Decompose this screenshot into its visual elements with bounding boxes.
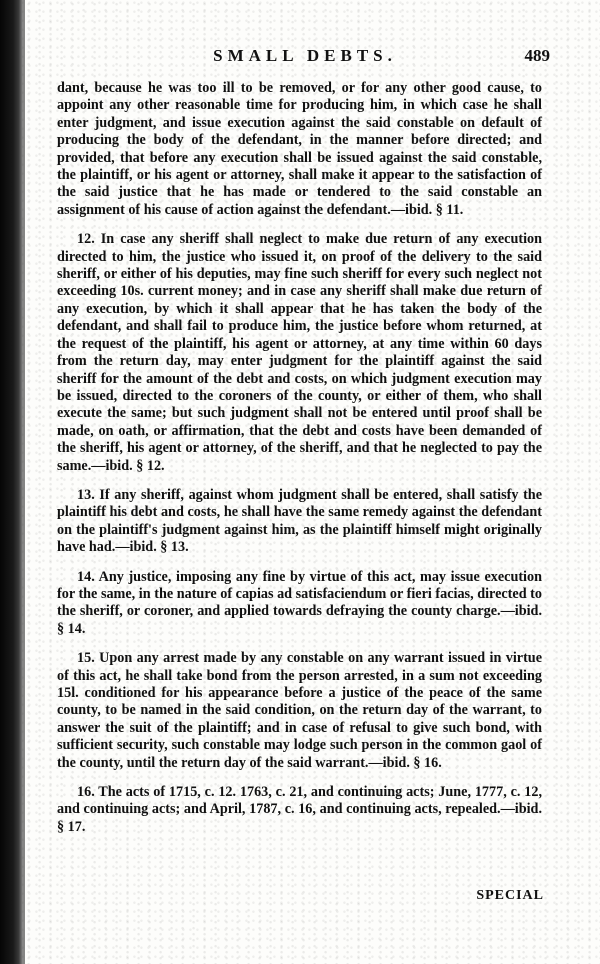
running-head: SMALL DEBTS. (213, 46, 397, 65)
paragraph-section-16: 16. The acts of 1715, c. 12. 1763, c. 21, and continuing acts; June, 1777, c. 12, and continuing acts; and April, 1787, c. 16, and continuing acts, repealed.—ibid. § 17. (57, 784, 542, 835)
binding-gutter (0, 0, 22, 964)
paragraph-section-13: 13. If any sheriff, against whom judgment shall be entered, shall satisfy the plaintiff his debt and costs, he shall have the same remedy against the defendant on the plaintiff's judgment against him, as the plaintiff himself might originally have had.—ibid. § 13. (57, 486, 542, 556)
page-number: 489 (524, 46, 550, 65)
paragraph-section-12: 12. In case any sheriff shall neglect to make due return of any execution directed to him, the justice who issued it, on proof of the delivery to the said sheriff, or either of his deputies, may fine such sheriff for every such neglect not exceeding 10s. current money; and in case any sheriff shall make due return of any execution, by which it shall appear that he has taken the body of the defendant, and shall fail to produce him, the justice before whom returned, at the request of the plaintiff, his agent or attorney, at any time within 60 days from the return day, may enter judgment for the plaintiff against the said sheriff for the amount of the debt and costs, on which judgment execution may be issued, directed to the coroners of the county, or either of them, who shall execute the same; but such judgment shall not be entered until proof shall be made, on oath, or affirmation, that the debt and costs have been demanded of the sheriff, his agent or attorney, of the sheriff, and that he neglected to pay the same.—ibid. § 12. (57, 231, 542, 474)
page-header (60, 46, 550, 70)
page-body (57, 80, 542, 848)
paragraph-section-15: 15. Upon any arrest made by any constable on any warrant issued in virtue of this act, he shall take bond from the person arrested, in a sum not exceeding 15l. conditioned for his appearance before a justice of the peace of the same county, to be named in the said condition, on the return day of the warrant, to answer the suit of the plaintiff; and in case of refusal to give such bond, with sufficient security, such constable may lodge such person in the common gaol of the county, until the return day of the said warrant.—ibid. § 16. (57, 650, 542, 771)
paragraph-continuation: dant, because he was too ill to be removed, or for any other good cause, to appoint any other reasonable time for producing him, in which case he shall enter judgment, and issue execution against the said constable on default of producing the body of the defendant, in the manner before directed; and provided, that before any execution shall be issued against the said constable, the plaintiff, or his agent or attorney, shall make it appear to the satisfaction of the said justice that he has made or tendered to the said constable an assignment of his cause of action against the defendant.—ibid. § 11. (57, 80, 542, 218)
paragraph-section-14: 14. Any justice, imposing any fine by virtue of this act, may issue execution for the same, in the nature of capias ad satisfaciendum or fieri facias, directed to the sheriff, or coroner, and applied towards defraying the county charge.—ibid. § 14. (57, 568, 542, 637)
catchword: SPECIAL (476, 888, 544, 903)
gutter-edge (22, 0, 25, 964)
